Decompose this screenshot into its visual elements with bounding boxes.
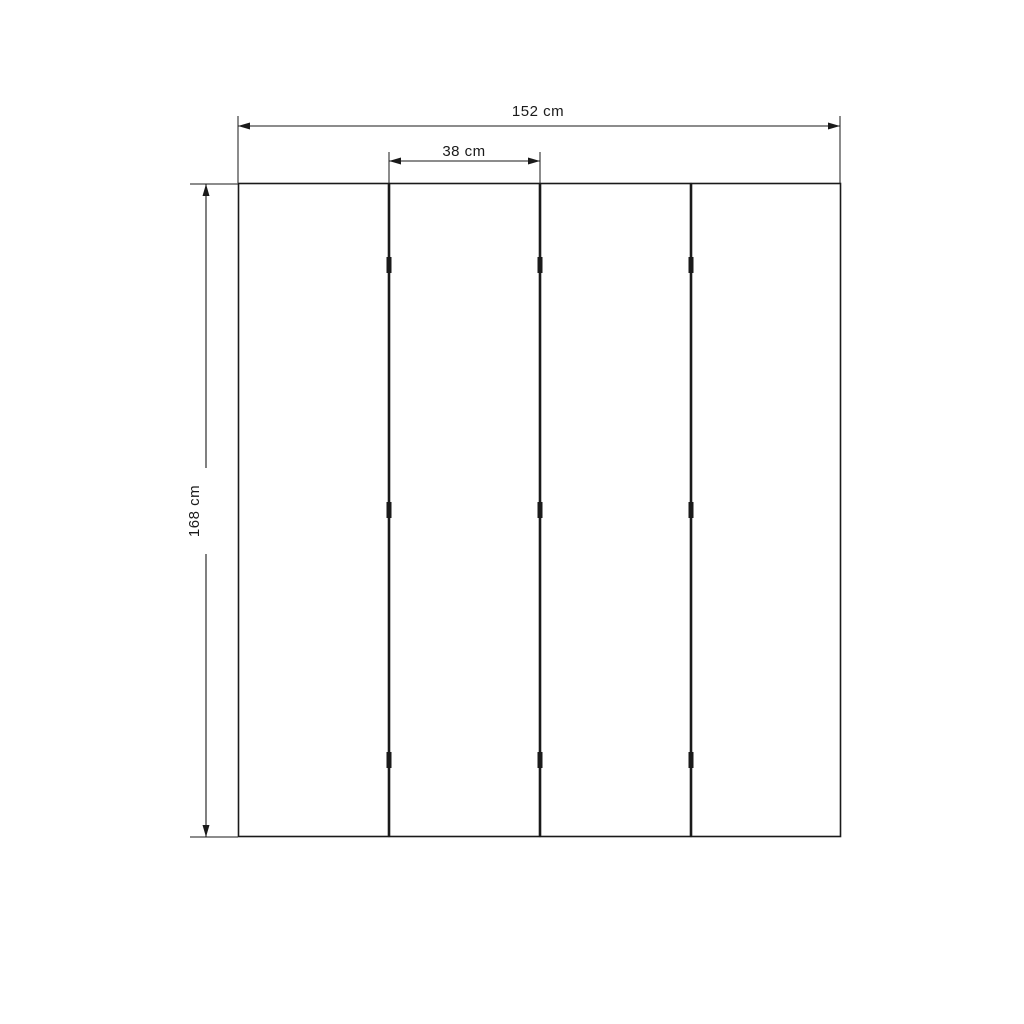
height-arrow-bottom-icon [203,825,210,837]
panel-width-arrow-right-icon [528,158,540,165]
hinge-joint-2-middle [538,502,543,518]
hinge-joint-1-bottom [387,752,392,768]
panel-3[interactable] [541,184,691,837]
hinge-joint-3-middle [689,502,694,518]
panel-4[interactable] [692,184,841,837]
panel-width-label: 38 cm [442,143,486,160]
hinge-joint-1-middle [387,502,392,518]
panel-1[interactable] [239,184,389,837]
hinge-joint-3-bottom [689,752,694,768]
total-width-label: 152 cm [511,103,565,120]
total-width-arrow-right-icon [828,123,840,130]
total-width-arrow-left-icon [238,123,250,130]
hinge-joint-2-bottom [538,752,543,768]
hinge-joint-3-top [689,257,694,273]
panel-width-arrow-left-icon [389,158,401,165]
total-width-dimension [238,99,840,183]
height-dimension [185,184,238,837]
hinge-joint-1-top [387,257,392,273]
hinge-joint-2-top [538,257,543,273]
panel-2[interactable] [390,184,540,837]
panel-width-dimension [389,134,540,183]
height-arrow-top-icon [203,184,210,196]
height-label: 168 cm [186,484,203,538]
